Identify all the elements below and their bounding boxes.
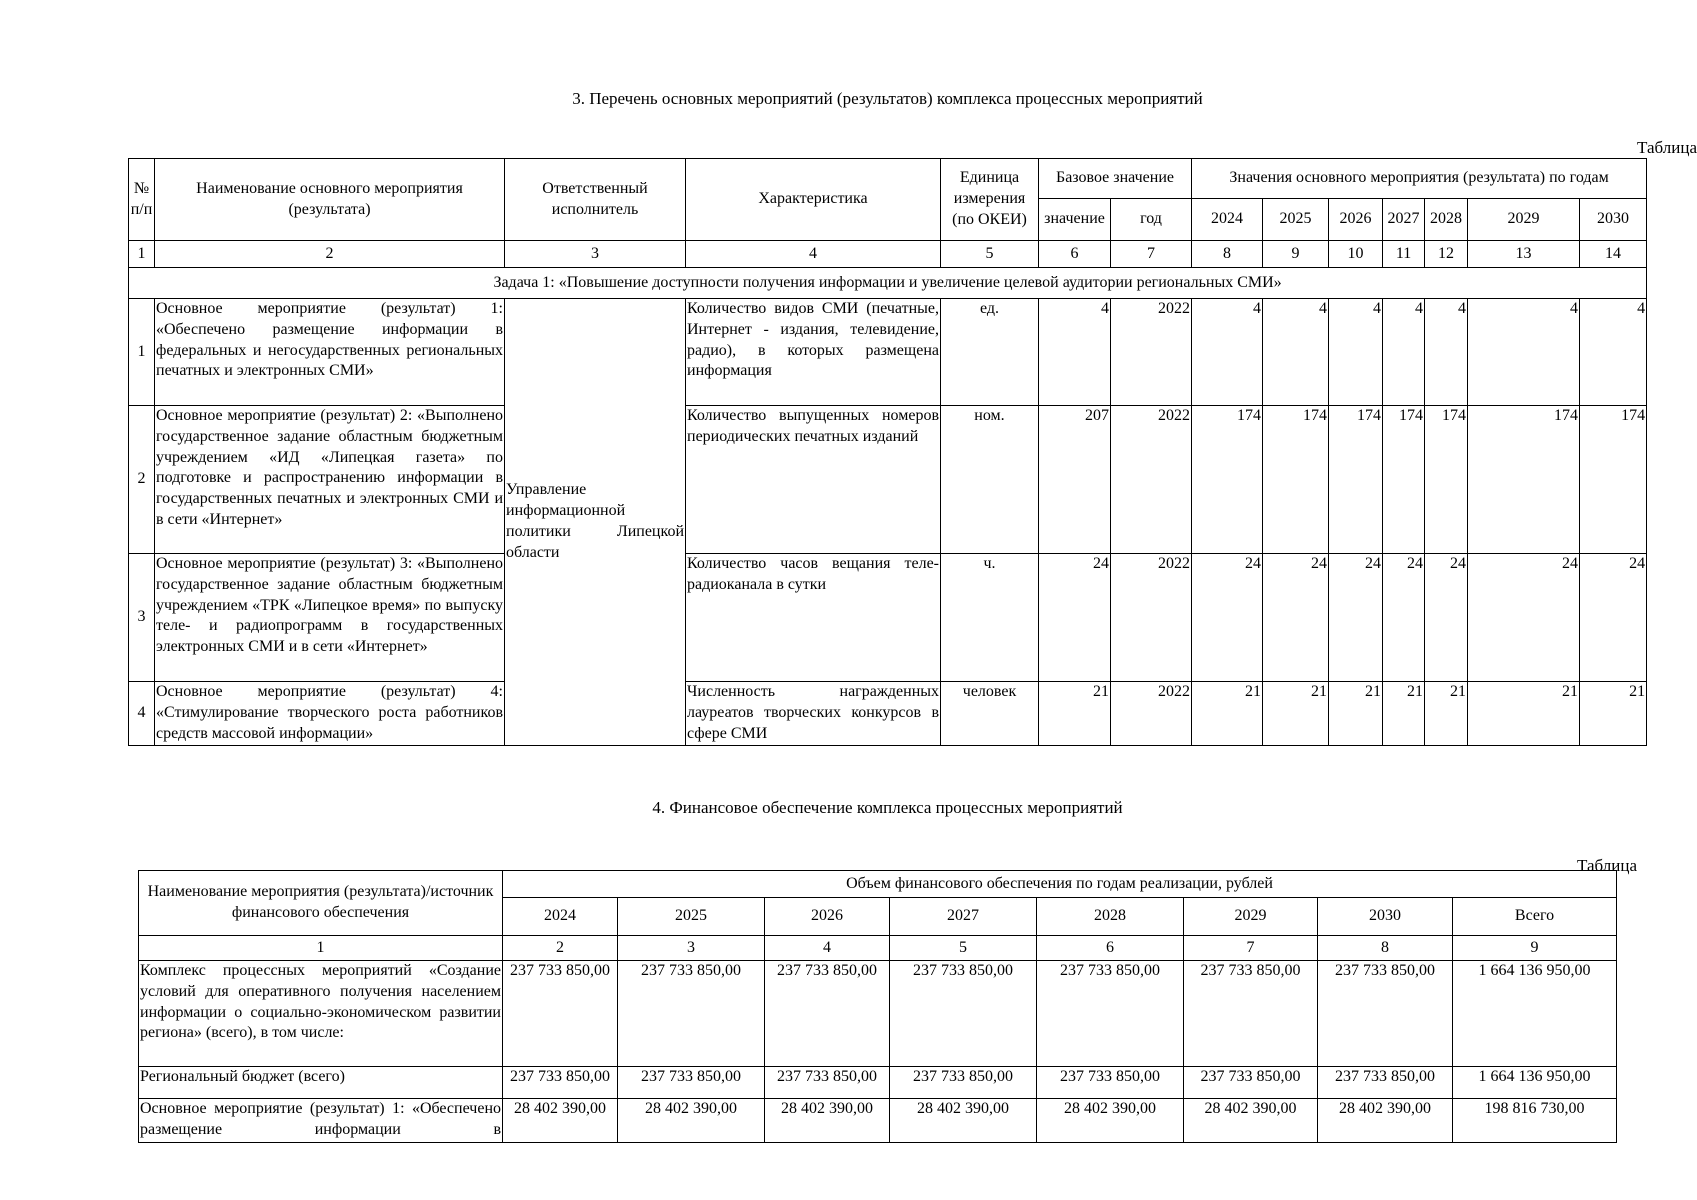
column-number: 4 [765,936,890,961]
header-year: 2026 [1329,199,1383,241]
amount: 28 402 390,00 [765,1099,890,1143]
amount: 237 733 850,00 [1184,1067,1318,1099]
task-title: Задача 1: «Повышение доступности получения информации и увеличение целевой аудитории региональных СМИ» [129,268,1647,299]
header-characteristic: Характеристика [686,159,941,241]
year-value: 4 [1329,299,1383,406]
year-value: 24 [1580,554,1647,682]
year-value: 174 [1329,406,1383,554]
table-row [129,682,1647,746]
header-year: 2029 [1184,898,1318,936]
header-executor: Ответственный исполнитель [505,159,686,241]
year-value: 4 [1263,299,1329,406]
amount: 237 733 850,00 [1037,961,1184,1067]
row-number: 3 [129,554,155,682]
header-year: 2027 [1383,199,1425,241]
column-number: 8 [1318,936,1453,961]
column-number: 11 [1383,241,1425,268]
base-year: 2022 [1111,406,1192,554]
base-year: 2022 [1111,299,1192,406]
unit: ед. [941,299,1039,406]
base-year: 2022 [1111,682,1192,746]
amount: 237 733 850,00 [765,961,890,1067]
year-value: 21 [1329,682,1383,746]
header-name: Наименование основного мероприятия (результата) [155,159,505,241]
header-base-year: год [1111,199,1192,241]
event-characteristic: Количество выпущенных номеров периодических печатных изданий [686,406,941,554]
column-number: 12 [1425,241,1468,268]
task-row [129,268,1647,299]
column-numbers-row [139,936,1617,961]
year-value: 24 [1329,554,1383,682]
header-year: 2029 [1468,199,1580,241]
year-value: 4 [1468,299,1580,406]
column-number: 3 [618,936,765,961]
amount: 237 733 850,00 [1318,1067,1453,1099]
event-name: Основное мероприятие (результат) 4: «Стимулирование творческого роста работников средств массовой информации» [155,682,505,746]
amount-total: 198 816 730,00 [1453,1099,1617,1143]
column-number: 8 [1192,241,1263,268]
amount: 237 733 850,00 [890,1067,1037,1099]
table-row [129,406,1647,554]
column-number: 10 [1329,241,1383,268]
column-number: 6 [1037,936,1184,961]
header-unit: Единица измерения (по ОКЕИ) [941,159,1039,241]
amount: 28 402 390,00 [890,1099,1037,1143]
year-value: 24 [1468,554,1580,682]
event-name: Основное мероприятие (результат) 2: «Выполнено государственное задание областным бюджетным учреждением «ИД «Липецкая газета» по подготовке и распространению информации в государственных печатных и электронных СМИ и в сети «Интернет» [155,406,505,554]
section-3-title: 3. Перечень основных мероприятий (результатов) комплекса процессных мероприятий [572,89,1203,108]
events-table [128,158,1647,746]
column-number: 3 [505,241,686,268]
unit: человек [941,682,1039,746]
unit: ч. [941,554,1039,682]
finance-item-name: Основное мероприятие (результат) 1: «Обеспечено размещение информации в [139,1099,503,1143]
amount: 237 733 850,00 [890,961,1037,1067]
header-name: Наименование мероприятия (результата)/источник финансового обеспечения [139,871,503,936]
event-characteristic: Численность награжденных лауреатов творческих конкурсов в сфере СМИ [686,682,941,746]
year-value: 174 [1425,406,1468,554]
event-characteristic: Количество часов вещания теле-радиоканала в сутки [686,554,941,682]
year-value: 21 [1192,682,1263,746]
column-number: 14 [1580,241,1647,268]
amount: 237 733 850,00 [503,961,618,1067]
table-row [129,554,1647,682]
amount: 237 733 850,00 [1318,961,1453,1067]
base-value: 207 [1039,406,1111,554]
column-numbers-row [129,241,1647,268]
year-value: 4 [1580,299,1647,406]
year-value: 24 [1263,554,1329,682]
amount: 237 733 850,00 [618,1067,765,1099]
column-number: 2 [155,241,505,268]
header-year: 2024 [1192,199,1263,241]
unit: ном. [941,406,1039,554]
event-name: Основное мероприятие (результат) 1: «Обеспечено размещение информации в федеральных и негосударственных региональных печатных и электронных СМИ» [155,299,505,406]
amount: 28 402 390,00 [618,1099,765,1143]
amount: 237 733 850,00 [503,1067,618,1099]
base-year: 2022 [1111,554,1192,682]
year-value: 21 [1425,682,1468,746]
table-row [139,1099,1617,1143]
year-value: 24 [1425,554,1468,682]
amount-total: 1 664 136 950,00 [1453,961,1617,1067]
header-year: 2030 [1318,898,1453,936]
column-number: 7 [1111,241,1192,268]
column-number: 7 [1184,936,1318,961]
header-year: 2026 [765,898,890,936]
table-row [129,299,1647,406]
finance-item-name: Комплекс процессных мероприятий «Создание условий для оперативного получения населением информации о социально-экономическом развитии региона» (всего), в том числе: [139,961,503,1067]
amount: 237 733 850,00 [765,1067,890,1099]
header-year: 2027 [890,898,1037,936]
column-number: 5 [890,936,1037,961]
header-by-years: Значения основного мероприятия (результата) по годам [1192,159,1647,199]
table-row [139,961,1617,1067]
header-year: 2025 [618,898,765,936]
base-value: 24 [1039,554,1111,682]
amount: 28 402 390,00 [1318,1099,1453,1143]
header-base: Базовое значение [1039,159,1192,199]
amount: 237 733 850,00 [1184,961,1318,1067]
year-value: 21 [1580,682,1647,746]
section-4-title: 4. Финансовое обеспечение комплекса процессных мероприятий [652,798,1123,817]
year-value: 24 [1383,554,1425,682]
row-number: 1 [129,299,155,406]
row-number: 2 [129,406,155,554]
header-year: 2028 [1425,199,1468,241]
header-year: 2024 [503,898,618,936]
base-value: 4 [1039,299,1111,406]
column-number: 4 [686,241,941,268]
table-label: Таблица [1637,138,1697,157]
year-value: 24 [1192,554,1263,682]
finance-item-name: Региональный бюджет (всего) [139,1067,503,1099]
amount: 237 733 850,00 [1037,1067,1184,1099]
amount: 28 402 390,00 [1037,1099,1184,1143]
amount: 28 402 390,00 [503,1099,618,1143]
column-number: 1 [129,241,155,268]
finance-table [138,870,1617,1143]
amount: 28 402 390,00 [1184,1099,1318,1143]
year-value: 174 [1383,406,1425,554]
year-value: 174 [1263,406,1329,554]
table-row [139,1067,1617,1099]
column-number: 9 [1453,936,1617,961]
header-volume: Объем финансового обеспечения по годам реализации, рублей [503,871,1617,898]
row-number: 4 [129,682,155,746]
year-value: 21 [1263,682,1329,746]
year-value: 174 [1580,406,1647,554]
year-value: 21 [1383,682,1425,746]
year-value: 4 [1383,299,1425,406]
year-value: 4 [1425,299,1468,406]
table-label: Таблица [1577,856,1637,875]
year-value: 174 [1192,406,1263,554]
column-number: 5 [941,241,1039,268]
year-value: 21 [1468,682,1580,746]
header-num: № п/п [129,159,155,241]
amount-total: 1 664 136 950,00 [1453,1067,1617,1099]
column-number: 13 [1468,241,1580,268]
header-base-value: значение [1039,199,1111,241]
amount: 237 733 850,00 [618,961,765,1067]
header-year: 2028 [1037,898,1184,936]
event-name: Основное мероприятие (результат) 3: «Выполнено государственное задание областным бюджетным учреждением «ТРК «Липецкое время» по выпуску теле- и радиопрограмм в государственных электронных СМИ и в сети «Интернет» [155,554,505,682]
responsible-executor: Управление информационной политики Липецкой области [505,299,686,746]
header-total: Всего [1453,898,1617,936]
column-number: 2 [503,936,618,961]
header-year: 2030 [1580,199,1647,241]
event-characteristic: Количество видов СМИ (печатные, Интернет - издания, телевидение, радио), в которых размещена информация [686,299,941,406]
column-number: 1 [139,936,503,961]
column-number: 6 [1039,241,1111,268]
header-year: 2025 [1263,199,1329,241]
year-value: 4 [1192,299,1263,406]
year-value: 174 [1468,406,1580,554]
column-number: 9 [1263,241,1329,268]
base-value: 21 [1039,682,1111,746]
